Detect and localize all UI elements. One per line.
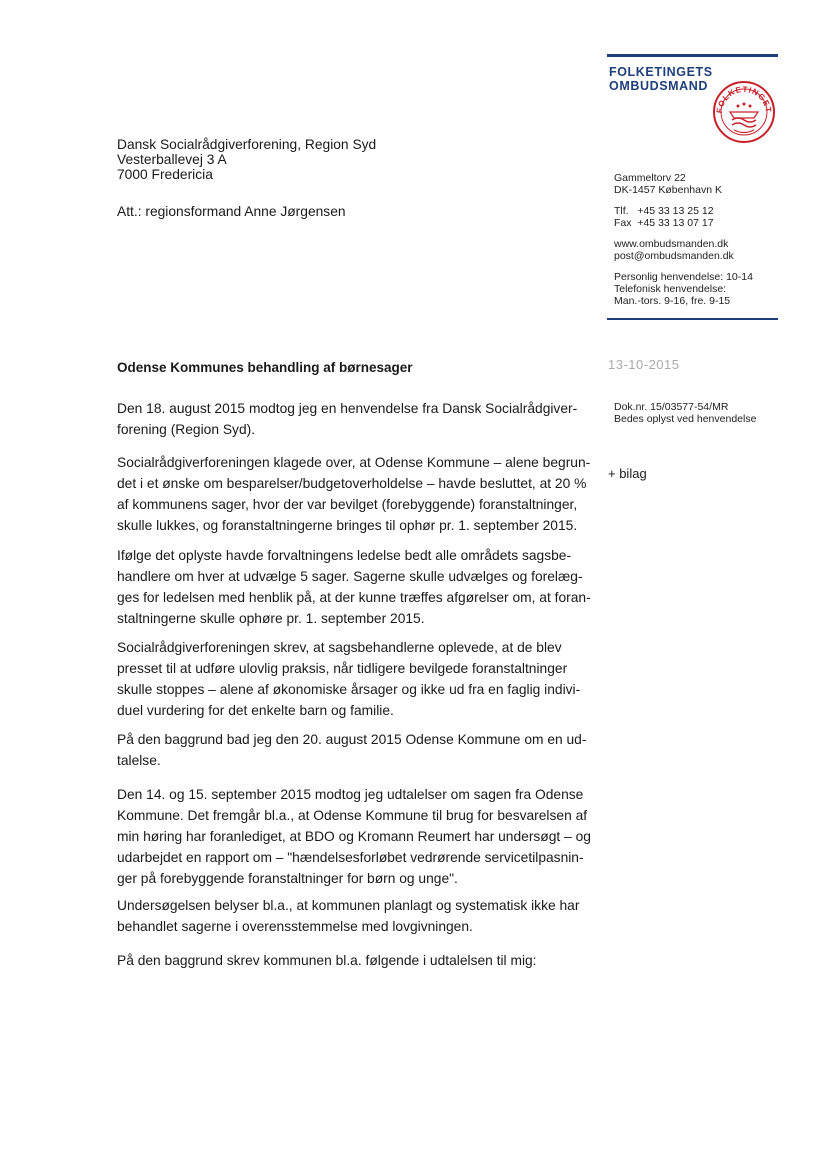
paragraph-2: [117, 452, 591, 536]
paragraph-line: Kommune. Det fremgår bl.a., at Odense Kommune til brug for besvarelsen af: [117, 808, 588, 823]
recipient-address: [117, 137, 376, 182]
hours-personal: Personlig henvendelse: 10-14: [614, 271, 753, 283]
institution-name-line-1: FOLKETINGETS: [609, 65, 713, 79]
document-number: Dok.nr. 15/03577-54/MR: [614, 401, 729, 413]
paragraph-8: [117, 950, 577, 971]
letter-date: 13-10-2015: [608, 357, 680, 372]
recipient-line-1: Dansk Socialrådgiverforening, Region Syd: [117, 137, 377, 152]
paragraph-line: Den 14. og 15. september 2015 modtog jeg udtalelser om sagen fra Odense: [117, 787, 584, 802]
paragraph-7: [117, 895, 580, 937]
folketinget-seal-icon: [712, 80, 776, 144]
paragraph-line: af kommunens sager, hvor der var bevilget (forebyggende) foranstaltninger,: [117, 497, 578, 512]
paragraph-line: duel vurdering for det enkelte barn og familie.: [117, 703, 394, 718]
sender-fax: Fax +45 33 13 07 17: [614, 217, 714, 229]
letterhead-top-rule: [607, 54, 778, 57]
paragraph-5: [117, 729, 587, 771]
paragraph-3: [117, 545, 591, 629]
paragraph-line: handlere om hver at udvælge 5 sager. Sagerne skulle udvælges og forelæg-: [117, 569, 583, 584]
sender-tel: Tlf. +45 33 13 25 12: [614, 205, 714, 217]
paragraph-line: staltningerne skulle ophøre pr. 1. september 2015.: [117, 611, 425, 626]
institution-name-line-2: OMBUDSMAND: [609, 79, 709, 93]
paragraph-line: På den baggrund bad jeg den 20. august 2015 Odense Kommune om en ud-: [117, 732, 587, 747]
sender-email: post@ombudsmanden.dk: [614, 250, 734, 262]
paragraph-line: Socialrådgiverforeningen skrev, at sagsbehandlerne oplevede, at de blev: [117, 640, 562, 655]
institution-name: [609, 65, 713, 93]
sender-street: Gammeltorv 22: [614, 172, 686, 184]
document-reference: [614, 401, 756, 425]
letter-subject: Odense Kommunes behandling af børnesager: [117, 360, 413, 375]
paragraph-4: [117, 637, 581, 721]
paragraph-line: skulle stoppes – alene af økonomiske årsager og ikke ud fra en faglig indivi-: [117, 682, 581, 697]
paragraph-line: talelse.: [117, 753, 161, 768]
svg-text:FOLKETINGET: FOLKETINGET: [714, 84, 774, 114]
sender-city: DK-1457 København K: [614, 184, 722, 196]
hours-phone-times: Man.-tors. 9-16, fre. 9-15: [614, 295, 731, 307]
paragraph-line: presset til at udføre ulovlig praksis, når tidligere bevilgede foranstaltninger: [117, 661, 568, 676]
document-reference-note: Bedes oplyst ved henvendelse: [614, 413, 757, 425]
sender-web: [614, 238, 734, 262]
paragraph-line: udarbejdet en rapport om – "hændelsesforløbet vedrørende servicetilpasnin-: [117, 850, 584, 865]
paragraph-line: det i et ønske om besparelser/budgetoverholdelse – havde besluttet, at 20 %: [117, 476, 587, 491]
recipient-line-3: 7000 Fredericia: [117, 167, 213, 182]
sender-website: www.ombudsmanden.dk: [614, 238, 729, 250]
paragraph-line: Den 18. august 2015 modtog jeg en henvendelse fra Dansk Socialrådgiver-: [117, 401, 578, 416]
paragraph-line: Socialrådgiverforeningen klagede over, at Odense Kommune – alene begrun-: [117, 455, 591, 470]
paragraph-6: [117, 784, 591, 889]
sender-hours: [614, 271, 753, 307]
attachment-note: + bilag: [608, 466, 647, 481]
paragraph-line: skulle lukkes, og foranstaltningerne bringes til ophør pr. 1. september 2015.: [117, 518, 578, 533]
recipient-attention: Att.: regionsformand Anne Jørgensen: [117, 204, 346, 219]
paragraph-line: Ifølge det oplyste havde forvaltningens ledelse bedt alle områdets sagsbe-: [117, 548, 572, 563]
sidebar-rule: [607, 318, 778, 320]
sender-address: [614, 172, 722, 196]
paragraph-line: min høring har foranlediget, at BDO og Kromann Reumert har undersøgt – og: [117, 829, 591, 844]
paragraph-line: På den baggrund skrev kommunen bl.a. følgende i udtalelsen til mig:: [117, 953, 537, 968]
paragraph-line: ges for ledelsen med henblik på, at der kunne træffes afgørelser om, at foran-: [117, 590, 591, 605]
recipient-line-2: Vesterballevej 3 A: [117, 152, 227, 167]
paragraph-line: ger på forebyggende foranstaltninger for børn og unge".: [117, 871, 458, 886]
paragraph-line: Undersøgelsen belyser bl.a., at kommunen planlagt og systematisk ikke har: [117, 898, 580, 913]
paragraph-1: [117, 398, 577, 440]
paragraph-line: behandlet sagerne i overensstemmelse med lovgivningen.: [117, 919, 473, 934]
paragraph-line: forening (Region Syd).: [117, 422, 256, 437]
hours-phone-label: Telefonisk henvendelse:: [614, 283, 727, 295]
sender-phone: [614, 205, 714, 229]
